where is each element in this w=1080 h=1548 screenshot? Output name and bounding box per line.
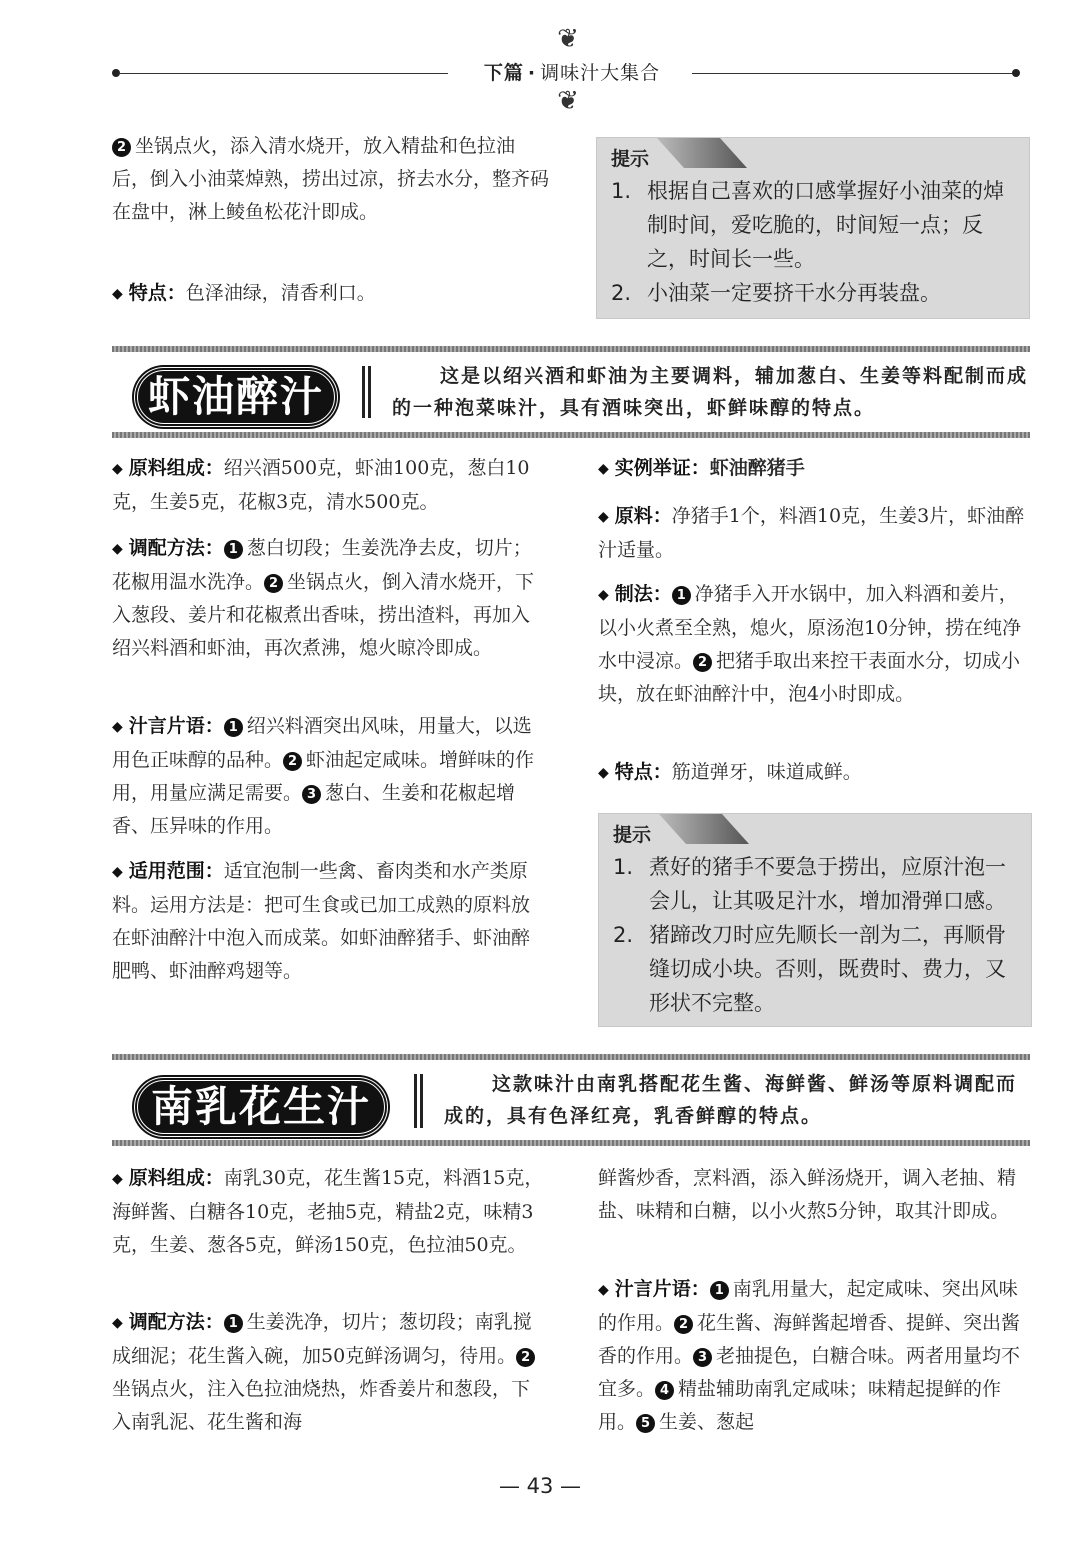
example-label: 实例举证： — [614, 457, 710, 479]
diamond-bullet-icon: ◆ — [598, 1282, 609, 1298]
ingredients-label: 原料组成： — [128, 1167, 224, 1189]
circled-number-1: 1 — [672, 586, 691, 605]
notes-item-2: 花生酱、海鲜酱起增香、提鲜、突出酱香的作用。 — [598, 1312, 1021, 1367]
ingredients-para — [112, 1162, 548, 1262]
ingredients-label: 原料组成： — [128, 457, 224, 479]
tip-item-number: 1. — [613, 855, 634, 879]
tip-item-text: 煮好的猪手不要急于捞出，应原汁泡一会儿，让其吸足汁水，增加滑弹口感。 — [649, 855, 1006, 913]
notes-item-2: 虾油起定咸味。增鲜味的作用，用量应满足需要。 — [112, 749, 535, 804]
tip-title: 提示 — [611, 148, 650, 170]
method-para — [112, 1306, 548, 1439]
notes-item-5: 生姜、葱起 — [659, 1411, 755, 1433]
ingredients-text: 绍兴酒500克，虾油100克，葱白10克，生姜5克，花椒3克，清水500克。 — [112, 457, 530, 513]
raw-text: 净猪手1个，料酒10克，生姜3片，虾油醉汁适量。 — [598, 505, 1025, 561]
top-feature-label: 特点： — [128, 282, 186, 304]
diamond-bullet-icon: ◆ — [598, 765, 609, 781]
notes-label: 汁言片语： — [128, 715, 224, 737]
section-divider — [420, 1074, 423, 1128]
make-step-2: 把猪手取出来控干表面水分，切成小块，放在虾油醉汁中，泡4小时即成。 — [598, 650, 1021, 705]
tip-item-text: 小油菜一定要挤干水分再装盘。 — [647, 281, 941, 305]
tip-item-text: 猪蹄改刀时应先顺长一剖为二，再顺骨缝切成小块。否则，既费时、费力，又形状不完整。 — [649, 923, 1006, 1015]
circled-number-2: 2 — [283, 752, 302, 771]
header-right-dot — [1012, 69, 1020, 77]
section-intro: 这款味汁由南乳搭配花生酱、海鲜酱、鲜汤等原料调配而成的，具有色泽红亮，乳香鲜醇的特点。 — [444, 1073, 1018, 1127]
header-title: 调味汁大集合 — [540, 62, 661, 84]
page-number: — 43 — — [498, 1474, 582, 1498]
notes-label: 汁言片语： — [614, 1278, 710, 1300]
method-step-1: 葱白切段；生姜洗净去皮，切片；花椒用温水洗净。 — [112, 537, 532, 593]
section-divider — [414, 1074, 417, 1128]
raw-label: 原料： — [614, 505, 672, 527]
top-feature — [112, 277, 552, 311]
circled-number-3: 3 — [302, 785, 321, 804]
bottom-ornament: ❦ — [557, 86, 579, 116]
section-rule-top — [112, 1054, 1030, 1060]
section-title-badge: 虾油醉汁 — [134, 367, 338, 427]
tip-item-number: 2. — [611, 281, 632, 305]
feature-para — [598, 756, 1030, 790]
method-label: 调配方法： — [128, 1311, 224, 1333]
section-intro: 这是以绍兴酒和虾油为主要调料，辅加葱白、生姜等料配制而成的一种泡菜味汁，具有酒味突出，虾鲜味醇的特点。 — [392, 365, 1029, 419]
diamond-bullet-icon: ◆ — [598, 509, 609, 525]
diamond-bullet-icon: ◆ — [112, 286, 123, 302]
raw-para — [598, 500, 1030, 567]
section-rule-bottom — [112, 1140, 1030, 1146]
example-para — [598, 452, 1030, 486]
circled-number-1: 1 — [710, 1281, 729, 1300]
circled-number-3: 3 — [693, 1348, 712, 1367]
header-left-rule — [118, 73, 448, 74]
section-rule-bottom — [112, 432, 1030, 438]
diamond-bullet-icon: ◆ — [598, 461, 609, 477]
tip-item — [613, 850, 1021, 918]
diamond-bullet-icon: ◆ — [112, 541, 123, 557]
ingredients-para — [112, 452, 548, 519]
diamond-bullet-icon: ◆ — [598, 587, 609, 603]
tip-item-text: 根据自己喜欢的口感掌握好小油菜的焯制时间，爱吃脆的，时间短一点；反之，时间长一些。 — [647, 179, 1004, 271]
circled-number-2: 2 — [264, 574, 283, 593]
notes-item-4: 精盐辅助南乳定咸味；味精起提鲜的作用。 — [598, 1378, 1002, 1433]
notes-para — [112, 710, 548, 843]
circled-number-1: 1 — [224, 1314, 243, 1333]
running-header — [462, 58, 682, 85]
notes-para — [598, 1273, 1032, 1439]
method-step-2: 坐锅点火，倒入清水烧开，下入葱段、姜片和花椒煮出香味，捞出渣料，再加入绍兴料酒和虾油，再次煮沸，熄火晾冷即成。 — [112, 571, 535, 659]
circled-number-4: 4 — [655, 1381, 674, 1400]
method-label: 调配方法： — [128, 537, 224, 559]
tip-item — [611, 174, 1019, 276]
notes-item-3: 老抽提色，白糖合味。两者用量均不宜多。 — [598, 1345, 1021, 1400]
tip-body — [613, 850, 1021, 1020]
scope-text: 适宜泡制一些禽、畜肉类和水产类原料。运用方法是：把可生食或已加工成熟的原料放在虾油醉汁中泡入而成菜。如虾油醉猪手、虾油醉肥鸭、虾油醉鸡翅等。 — [112, 860, 531, 982]
top-step-2 — [112, 130, 552, 229]
section-divider — [368, 366, 371, 418]
tip-body — [611, 174, 1019, 310]
tip-item-number: 1. — [611, 179, 632, 203]
tip-title: 提示 — [613, 824, 652, 846]
make-para — [598, 578, 1030, 711]
method-step-1: 生姜洗净，切片；葱切段；南乳搅成细泥；花生酱入碗，加50克鲜汤调匀，待用。 — [112, 1311, 532, 1367]
circled-number-1: 1 — [224, 718, 243, 737]
diamond-bullet-icon: ◆ — [112, 461, 123, 477]
top-ornament: ❦ — [557, 24, 579, 54]
circled-number-2: 2 — [693, 653, 712, 672]
tip-tab-decoration — [657, 138, 747, 168]
make-label: 制法： — [614, 583, 672, 605]
tip-box-top — [596, 137, 1030, 319]
section-divider — [362, 366, 365, 418]
header-dot-sep: · — [527, 62, 537, 84]
method-step-2: 坐锅点火，注入色拉油烧热，炸香姜片和葱段，下入南乳泥、花生酱和海 — [112, 1378, 531, 1433]
make-step-1: 净猪手入开水锅中，加入料酒和姜片，以小火煮至全熟，熄火，原汤泡10分钟，捞在纯净水中浸凉。 — [598, 583, 1022, 672]
tip-item-number: 2. — [613, 923, 634, 947]
top-feature-text: 色泽油绿，清香利口。 — [185, 282, 376, 304]
feature-text: 筋道弹牙，味道咸鲜。 — [671, 761, 862, 783]
circled-number-2: 2 — [516, 1348, 535, 1367]
section-rule-top — [112, 346, 1030, 352]
notes-item-3: 葱白、生姜和花椒起增香、压异味的作用。 — [112, 782, 516, 837]
section-title-badge: 南乳花生汁 — [134, 1077, 388, 1137]
scope-para — [112, 855, 548, 988]
circled-number-2: 2 — [674, 1315, 693, 1334]
header-right-rule — [692, 73, 1014, 74]
circled-number-5: 5 — [636, 1414, 655, 1433]
diamond-bullet-icon: ◆ — [112, 1171, 123, 1187]
scope-label: 适用范围： — [128, 860, 224, 882]
method-continued: 鲜酱炒香，烹料酒，添入鲜汤烧开，调入老抽、精盐、味精和白糖，以小火熬5分钟，取其汁即成。 — [598, 1167, 1017, 1222]
feature-label: 特点： — [614, 761, 672, 783]
circled-number-1: 1 — [224, 540, 243, 559]
diamond-bullet-icon: ◆ — [112, 719, 123, 735]
circled-number-2: 2 — [112, 138, 131, 157]
tip-item — [611, 276, 1019, 310]
tip-item — [613, 918, 1021, 1020]
notes-item-1: 绍兴料酒突出风味，用量大，以选用色正味醇的品种。 — [112, 715, 532, 771]
header-part: 下篇 — [483, 62, 524, 84]
diamond-bullet-icon: ◆ — [112, 1315, 123, 1331]
top-step-2-text: 坐锅点火，添入清水烧开，放入精盐和色拉油后，倒入小油菜焯熟，捞出过凉，挤去水分，整齐码在盘中，淋上鲮鱼松花汁即成。 — [112, 135, 550, 223]
notes-item-1: 南乳用量大，起定咸味、突出风味的作用。 — [598, 1278, 1018, 1334]
tip-tab-decoration — [659, 814, 749, 844]
example-text: 虾油醉猪手 — [709, 457, 805, 479]
tip-box-section1 — [598, 813, 1032, 1027]
ingredients-text: 南乳30克，花生酱15克，料酒15克，海鲜酱、白糖各10克，老抽5克，精盐2克，味精3克，生姜、葱各5克，鲜汤150克，色拉油50克。 — [112, 1167, 544, 1256]
diamond-bullet-icon: ◆ — [112, 864, 123, 880]
method-para — [112, 532, 548, 665]
